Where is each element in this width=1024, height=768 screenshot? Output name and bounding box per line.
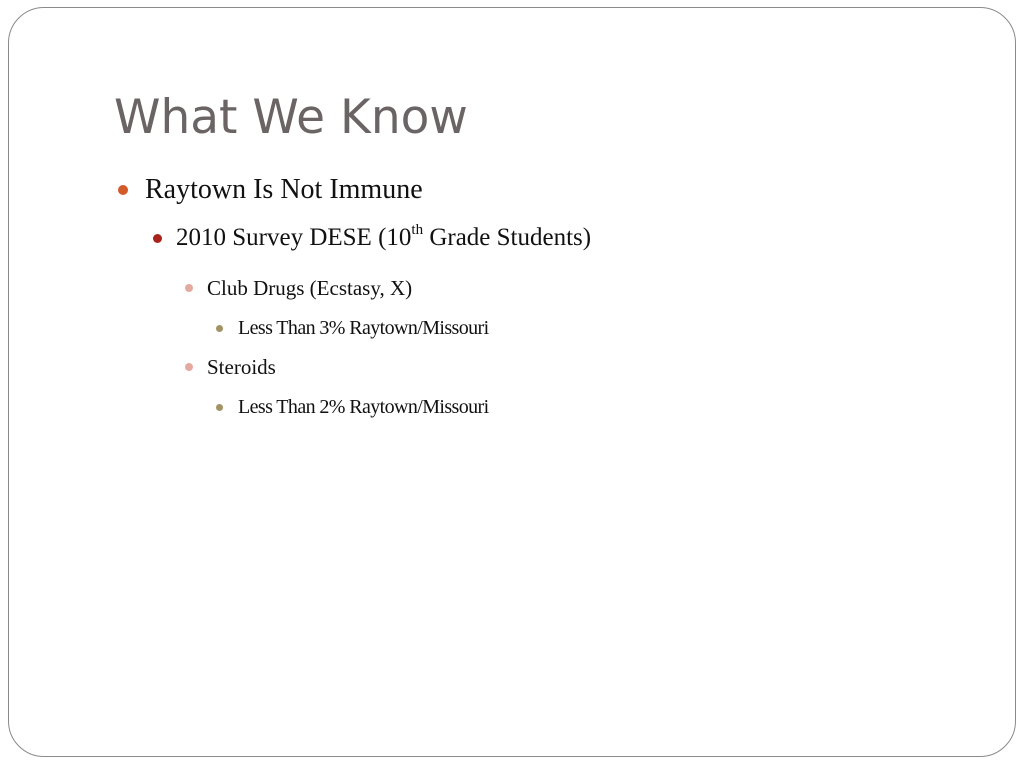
bullet-text-post: Grade Students) bbox=[423, 224, 592, 251]
bullet-item-club-drugs-stat bbox=[238, 314, 489, 342]
bullet-dot-icon bbox=[185, 363, 193, 371]
bullet-text-superscript: th bbox=[411, 221, 424, 238]
bullet-item-club-drugs bbox=[207, 273, 412, 303]
bullet-text: Steroids bbox=[207, 355, 276, 379]
bullet-text: Less Than 2% Raytown/Missouri bbox=[238, 396, 489, 418]
bullet-dot-icon bbox=[216, 325, 223, 332]
slide-title: What We Know bbox=[114, 90, 468, 145]
bullet-dot-icon bbox=[216, 404, 223, 411]
bullet-text: Club Drugs (Ecstasy, X) bbox=[207, 276, 413, 300]
bullet-text: Less Than 3% Raytown/Missouri bbox=[238, 317, 489, 339]
bullet-item-steroids bbox=[207, 352, 276, 382]
bullet-item-2010-survey bbox=[176, 220, 591, 256]
bullet-text: Raytown Is Not Immune bbox=[145, 174, 423, 205]
slide-frame bbox=[8, 7, 1016, 757]
bullet-dot-icon bbox=[118, 185, 128, 195]
bullet-item-raytown-not-immune bbox=[145, 170, 423, 210]
bullet-dot-icon bbox=[185, 284, 193, 292]
bullet-list bbox=[9, 8, 1015, 756]
bullet-item-steroids-stat bbox=[238, 393, 489, 421]
bullet-text-pre: 2010 Survey DESE (10 bbox=[176, 224, 412, 251]
bullet-dot-icon bbox=[153, 234, 162, 243]
